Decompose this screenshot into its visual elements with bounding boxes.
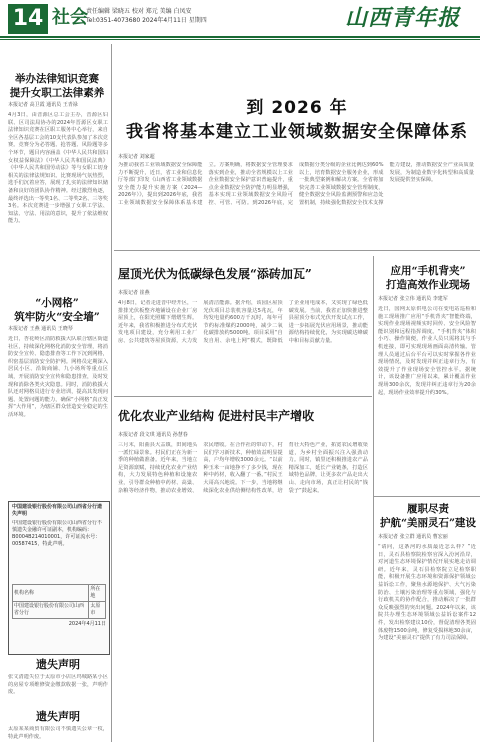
article1-byline: 本报记者 高卫霞 通讯员 王青禄	[8, 102, 78, 108]
header-rule-thin	[0, 39, 480, 40]
guard-body: “请问，这条河的水质最近怎么样？”近日，灵石县检察院检察官深入汾河沿岸，对河道生态环境保护情况开展实地走访调研。近年来，灵石县检察院立足检察职能，积极开展生态环境和资源保护领域公益诉讼工作，聚焦水源地保护、大气污染防治、土壤污染治理等重点领域，强化与行政机关的协作配合，推动解决了一批群众反映强烈的突出问题。2024年以来，该院共办理生态环境领域公益诉讼案件12件，发出检察建议10份，督促清理各类固体废物1500余吨，修复受损林地30余亩，为建设“美丽灵石”提供了有力司法保障。	[378, 544, 476, 642]
guard-byline: 本报记者 张立群 通讯员 曹宏丽	[378, 534, 448, 540]
section-title: 社会	[52, 7, 88, 28]
article2-title	[8, 296, 106, 324]
lost1-title: 遗失声明	[36, 658, 80, 671]
phone-body: 近日，国网太原供电公司在变电站巡检和施工现场推广应用“手机背夹”智能终端，实现作业现场视频实时回传、安全风险智能识别和远程指挥调度。“手机背夹”体积小巧、操作简便，作业人员只需将其与手机连接，即可实现现场画面高清传输。管理人员通过后台平台可以实时掌握各作业现场情况，及时发现并纠正违章行为，有效提升了作业现场安全管控水平。据统计，该设备推广应用以来，累计覆盖作业现场300余次，发现并纠正违章行为20余起，现场作业效率提升约30%。	[378, 306, 476, 396]
notice-th-1: 机构名称	[13, 585, 89, 602]
notice-table	[12, 584, 106, 619]
lead-body: 为推动我省工业领域数据安全保障能力不断提升，近日，省工业和信息化厅等部门印发《山西省工业领域数据安全能力提升实施方案（2024—2026年）》，提出到2026年底，我省工业领域数据安全保障体系基本建立。方案明确，将数据安全管理要求落实到企业，推动全省规模以上工业企业数据安全保护意识普遍提升，重点企业数据安全防护能力明显增强，基本实现工业领域数据安全风险可控、可管、可防。到2026年底，完成数据分类分级的企业比例达到60%以上，培育数据安全服务企业，形成一批典型案例和解决方案。全省将加快完善工业领域数据安全管理制度，健全数据安全风险监测预警和应急处置机制，持续强化数据安全技术支撑能力建设，推动数据安全产业高质量发展，为制造业数字化转型和高质量发展提供坚实保障。	[118, 162, 474, 206]
notice-header: 中国建设银行股份有限公司山西省分行遗失声明	[12, 504, 103, 517]
notice-box	[8, 501, 110, 655]
industry-title: 优化农业产业结构 促进村民丰产增收	[118, 409, 315, 423]
industry-body: 三月末，阳曲县大盂镇，田间地头一派忙碌景象。村民们正在为新一季的种植做准备。近年来，当地立足资源禀赋，持续优化农业产业结构，大力发展特色种植和设施农业，引导群众种植中药材、高粱、杂粮等经济作物，推动农业增效、农民增收。在合作社的带动下，村民们学习新技术，种植效益明显提高，户均年增收3000余元。“以前种玉米一亩地挣不了多少钱，现在种中药材，收入翻了一番。”村民王大哥高兴地说。下一步，当地将继续深化农业供给侧结构性改革，培育壮大特色产业，拓宽农民增收渠道，为乡村全面振兴注入强劲动力。同时，镇里还积极推进农产品精深加工，延长产业链条，打造区域特色品牌，让更多农产品走出大山、走向市场，真正让村民的“钱袋子”鼓起来。	[118, 442, 368, 494]
header-rule	[0, 36, 480, 38]
lead-byline: 本报记者 刘家超	[118, 154, 155, 160]
notice-td-2: 太原市	[89, 602, 106, 619]
article1-title-line1: 举办法律知识竞赛	[15, 73, 99, 85]
pv-title: 屋顶光伏为低碳绿色发展“添砖加瓦”	[118, 267, 312, 281]
header-info-line2: Tel:0351-4073680 2024年4月11日 星期四	[86, 17, 207, 24]
article2-title-line2: 筑牢防火“安全墙”	[14, 311, 100, 323]
newspaper-logo: 山西青年报	[345, 5, 461, 31]
page-number: 14	[8, 4, 48, 34]
header-info	[86, 7, 207, 25]
guard-title-line1: 履职尽责	[407, 503, 449, 515]
article1-body: 4月3日，由晋源区总工会主办，晋源区妇联、区司法局协办的2024年晋源区女职工法律知识竞赛在区职工服务中心举行，来自全区各基层工会的10支代表队参加了本次竞赛。竞赛分为必答题、抢答题、风险题等多个环节，题目内容涵盖《中华人民共和国妇女权益保障法》《中华人民共和国民法典》《中华人民共和国劳动法》等与女职工切身相关的法律法规知识。比赛现场气氛热烈，选手们沉着应答，展现了扎实的法律知识储备和良好的团队协作精神。经过激烈角逐，最终评选出一等奖1名、二等奖2名、三等奖3名。本次竞赛进一步增强了女职工学法、知法、守法、用法的意识，提升了依法维权能力。	[8, 112, 108, 225]
phone-title	[378, 264, 478, 292]
phone-title-line1: 应用“手机背夹”	[390, 265, 466, 277]
right-divider	[373, 256, 374, 742]
phone-byline: 本报记者 张立伟 通讯员 李建军	[378, 296, 448, 302]
notice-body: 中国建设银行股份有限公司山西省分行不慎遗失金融许可证副本，机构编码：B0004B214010001，许可证流水号：00587415，特此声明。	[12, 520, 103, 547]
guard-title-line2: 护航“美丽灵石”建设	[379, 517, 477, 529]
article1-title-line2: 提升女职工法律素养	[9, 87, 105, 99]
section-rule	[114, 250, 480, 251]
pv-body: 4月8日，记者走进晋中经开区，一排排光伏板整齐地铺设在企业厂房屋顶上，在阳光照耀下熠熠生辉。近年来，我省积极推进分布式光伏发电项目建设，充分利用工业厂房、公共建筑等屋顶资源，大力发展清洁能源。据介绍，该园区屋顶光伏项目总装机容量达5兆瓦，年均发电量约600万千瓦时，每年可节约标准煤约2000吨，减少二氧化碳排放约5000吨。项目采用“自发自用、余电上网”模式，既降低了企业用电成本，又实现了绿色低碳发展。当前，我省正加快推进整县屋顶分布式光伏开发试点工作，进一步拓展光伏应用场景，推动能源结构持续优化，为实现碳达峰碳中和目标贡献力量。	[118, 300, 368, 344]
article2-byline: 本报记者 王燕 通讯员 王晓琴	[8, 326, 73, 332]
article2-title-line1: “小网格”	[35, 297, 79, 309]
guard-rule	[374, 496, 480, 497]
phone-title-line2: 打造高效作业现场	[386, 279, 470, 291]
article1-title	[8, 72, 106, 100]
notice-td-1: 中国建设银行股份有限公司山西省分行	[13, 602, 89, 619]
pv-byline: 本报记者 崔燕	[118, 290, 150, 296]
column-divider	[111, 44, 112, 742]
lost2-body: 太原某某商贸有限公司不慎遗失公章一枚，特此声明作废。	[8, 726, 108, 740]
lost1-body: 张文清遗失位于太原市小店区坞城路某小区的房屋专项维修资金缴款收据一张，声明作废。	[8, 674, 108, 696]
article2-body: 近日，杏花岭区消防救援大队联合辖区街道社区，持续深化网格化消防安全管理，将消防安全宣传、隐患排查等工作下沉到网格，织密基层消防安全防护网。网格员定期深入居民小区、沿街商铺、九小场所等重点区域，开展消防安全宣传和隐患排查，及时发现和消除各类火灾隐患。同时，消防救援大队还对网格员进行专业培训，提高其发现问题、处置问题的能力，确保“小网格”真正发挥“大作用”，为辖区群众营造安全稳定的生活环境。	[8, 336, 108, 418]
notice-th-2: 所在地	[89, 585, 106, 602]
lost2-title: 遗失声明	[36, 710, 80, 723]
guard-title	[378, 502, 478, 530]
notice-footer: 2024年4月11日	[68, 621, 106, 627]
main-headline-line1: 到 2026 年	[246, 98, 348, 118]
main-headline	[114, 96, 480, 144]
main-headline-line2: 我省将基本建立工业领域数据安全保障体系	[126, 122, 468, 142]
industry-byline: 本报记者 段文琪 通讯员 孙慧春	[118, 432, 188, 438]
header-info-line1: 责任编辑 梁晓五 校对 郑元 美编 白凤安	[86, 8, 192, 15]
industry-rule	[114, 396, 372, 397]
